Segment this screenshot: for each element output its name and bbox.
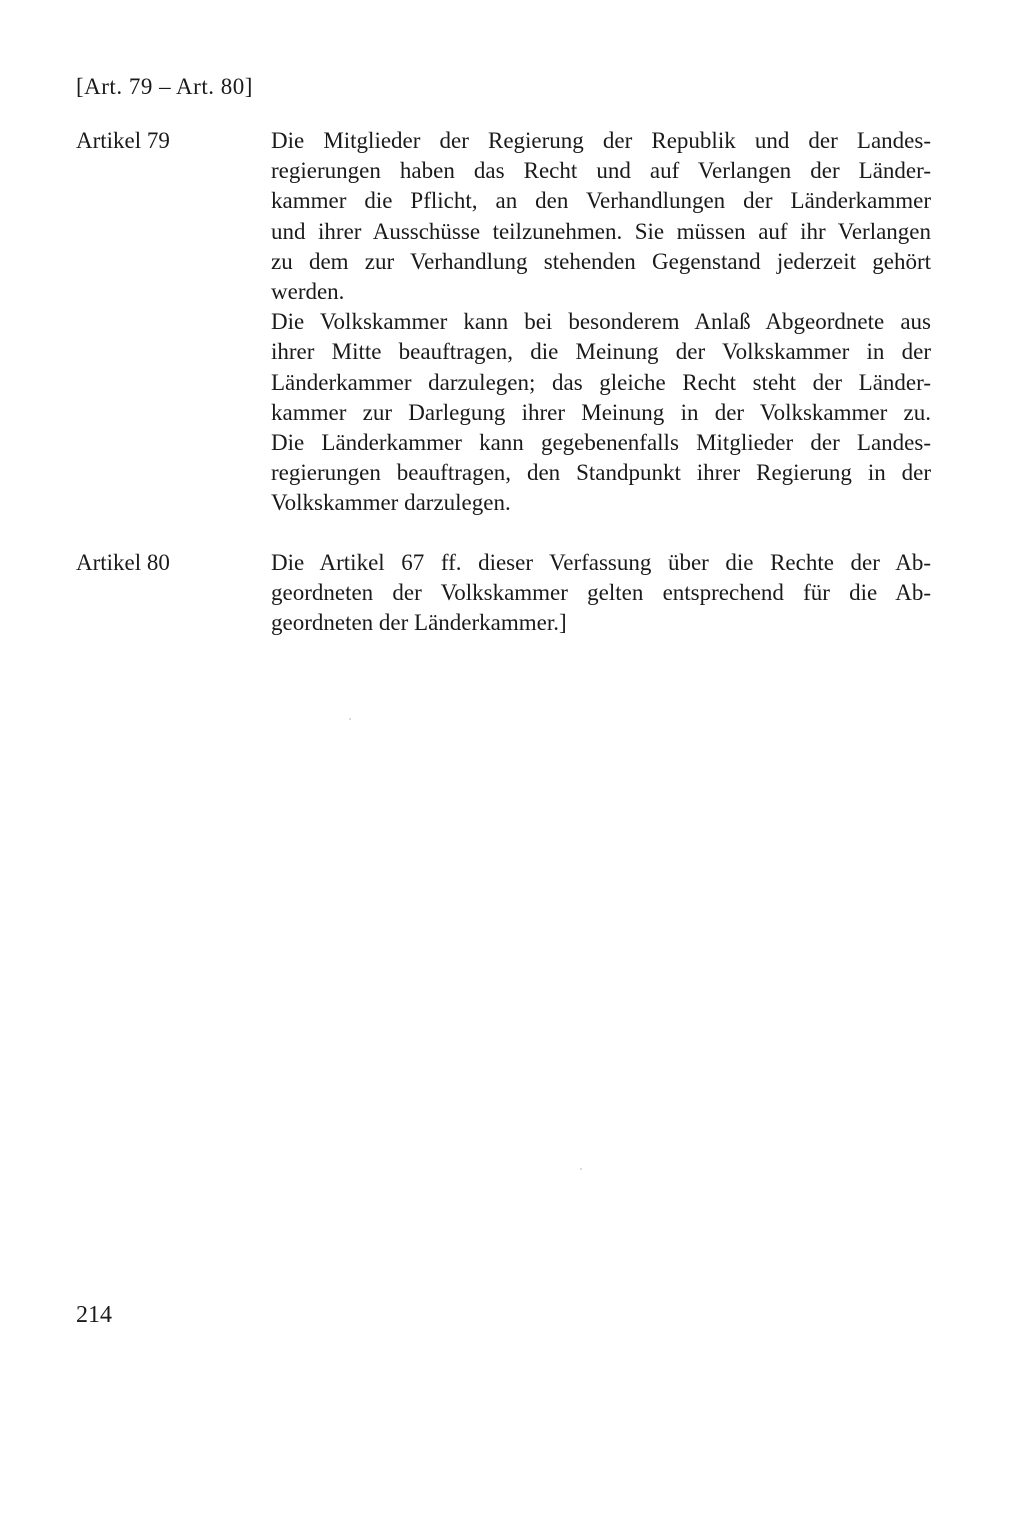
scan-speck bbox=[580, 1168, 582, 1170]
text-line: und ihrer Ausschüsse teilzunehmen. Sie müssen auf ihr Verlangen bbox=[271, 218, 931, 244]
article-body bbox=[271, 126, 931, 519]
text-line: regierungen haben das Recht und auf Verlangen der Länder- bbox=[271, 158, 931, 184]
text-line: Die Volkskammer kann bei besonderem Anlaß Abgeordnete aus bbox=[271, 309, 931, 335]
text-line: Länderkammer darzulegen; das gleiche Recht steht der Länder- bbox=[271, 369, 931, 395]
paragraph bbox=[271, 428, 931, 519]
text-line: kammer die Pflicht, an den Verhandlungen der Länderkammer bbox=[271, 188, 931, 214]
text-line: Die Mitglieder der Regierung der Republik und der Landes- bbox=[271, 128, 931, 153]
paragraph bbox=[271, 126, 931, 307]
text-line: Die Länderkammer kann gegebenenfalls Mitglieder der Landes- bbox=[271, 430, 931, 456]
article-body bbox=[271, 548, 931, 639]
text-line: kammer zur Darlegung ihrer Meinung in der Volkskammer zu. bbox=[271, 399, 931, 425]
text-line: Volkskammer darzulegen. bbox=[271, 490, 511, 516]
paragraph bbox=[271, 307, 931, 428]
page-number: 214 bbox=[76, 1302, 112, 1328]
text-line: zu dem zur Verhandlung stehenden Gegenstand jederzeit gehört bbox=[271, 248, 931, 274]
scan-speck bbox=[349, 718, 351, 720]
text-line: Die Artikel 67 ff. dieser Verfassung über die Rechte der Ab- bbox=[271, 550, 931, 575]
article-label: Artikel 80 bbox=[76, 550, 170, 575]
text-line: regierungen beauftragen, den Standpunkt ihrer Regierung in der bbox=[271, 460, 931, 486]
paragraph bbox=[271, 548, 931, 639]
text-line: geordneten der Länderkammer.] bbox=[271, 610, 567, 636]
text-line: geordneten der Volkskammer gelten entsprechend für die Ab- bbox=[271, 580, 931, 606]
article-label: Artikel 79 bbox=[76, 128, 170, 153]
running-head: [Art. 79 – Art. 80] bbox=[76, 74, 253, 99]
text-line: ihrer Mitte beauftragen, die Meinung der Volkskammer in der bbox=[271, 339, 931, 365]
text-line: werden. bbox=[271, 279, 345, 305]
